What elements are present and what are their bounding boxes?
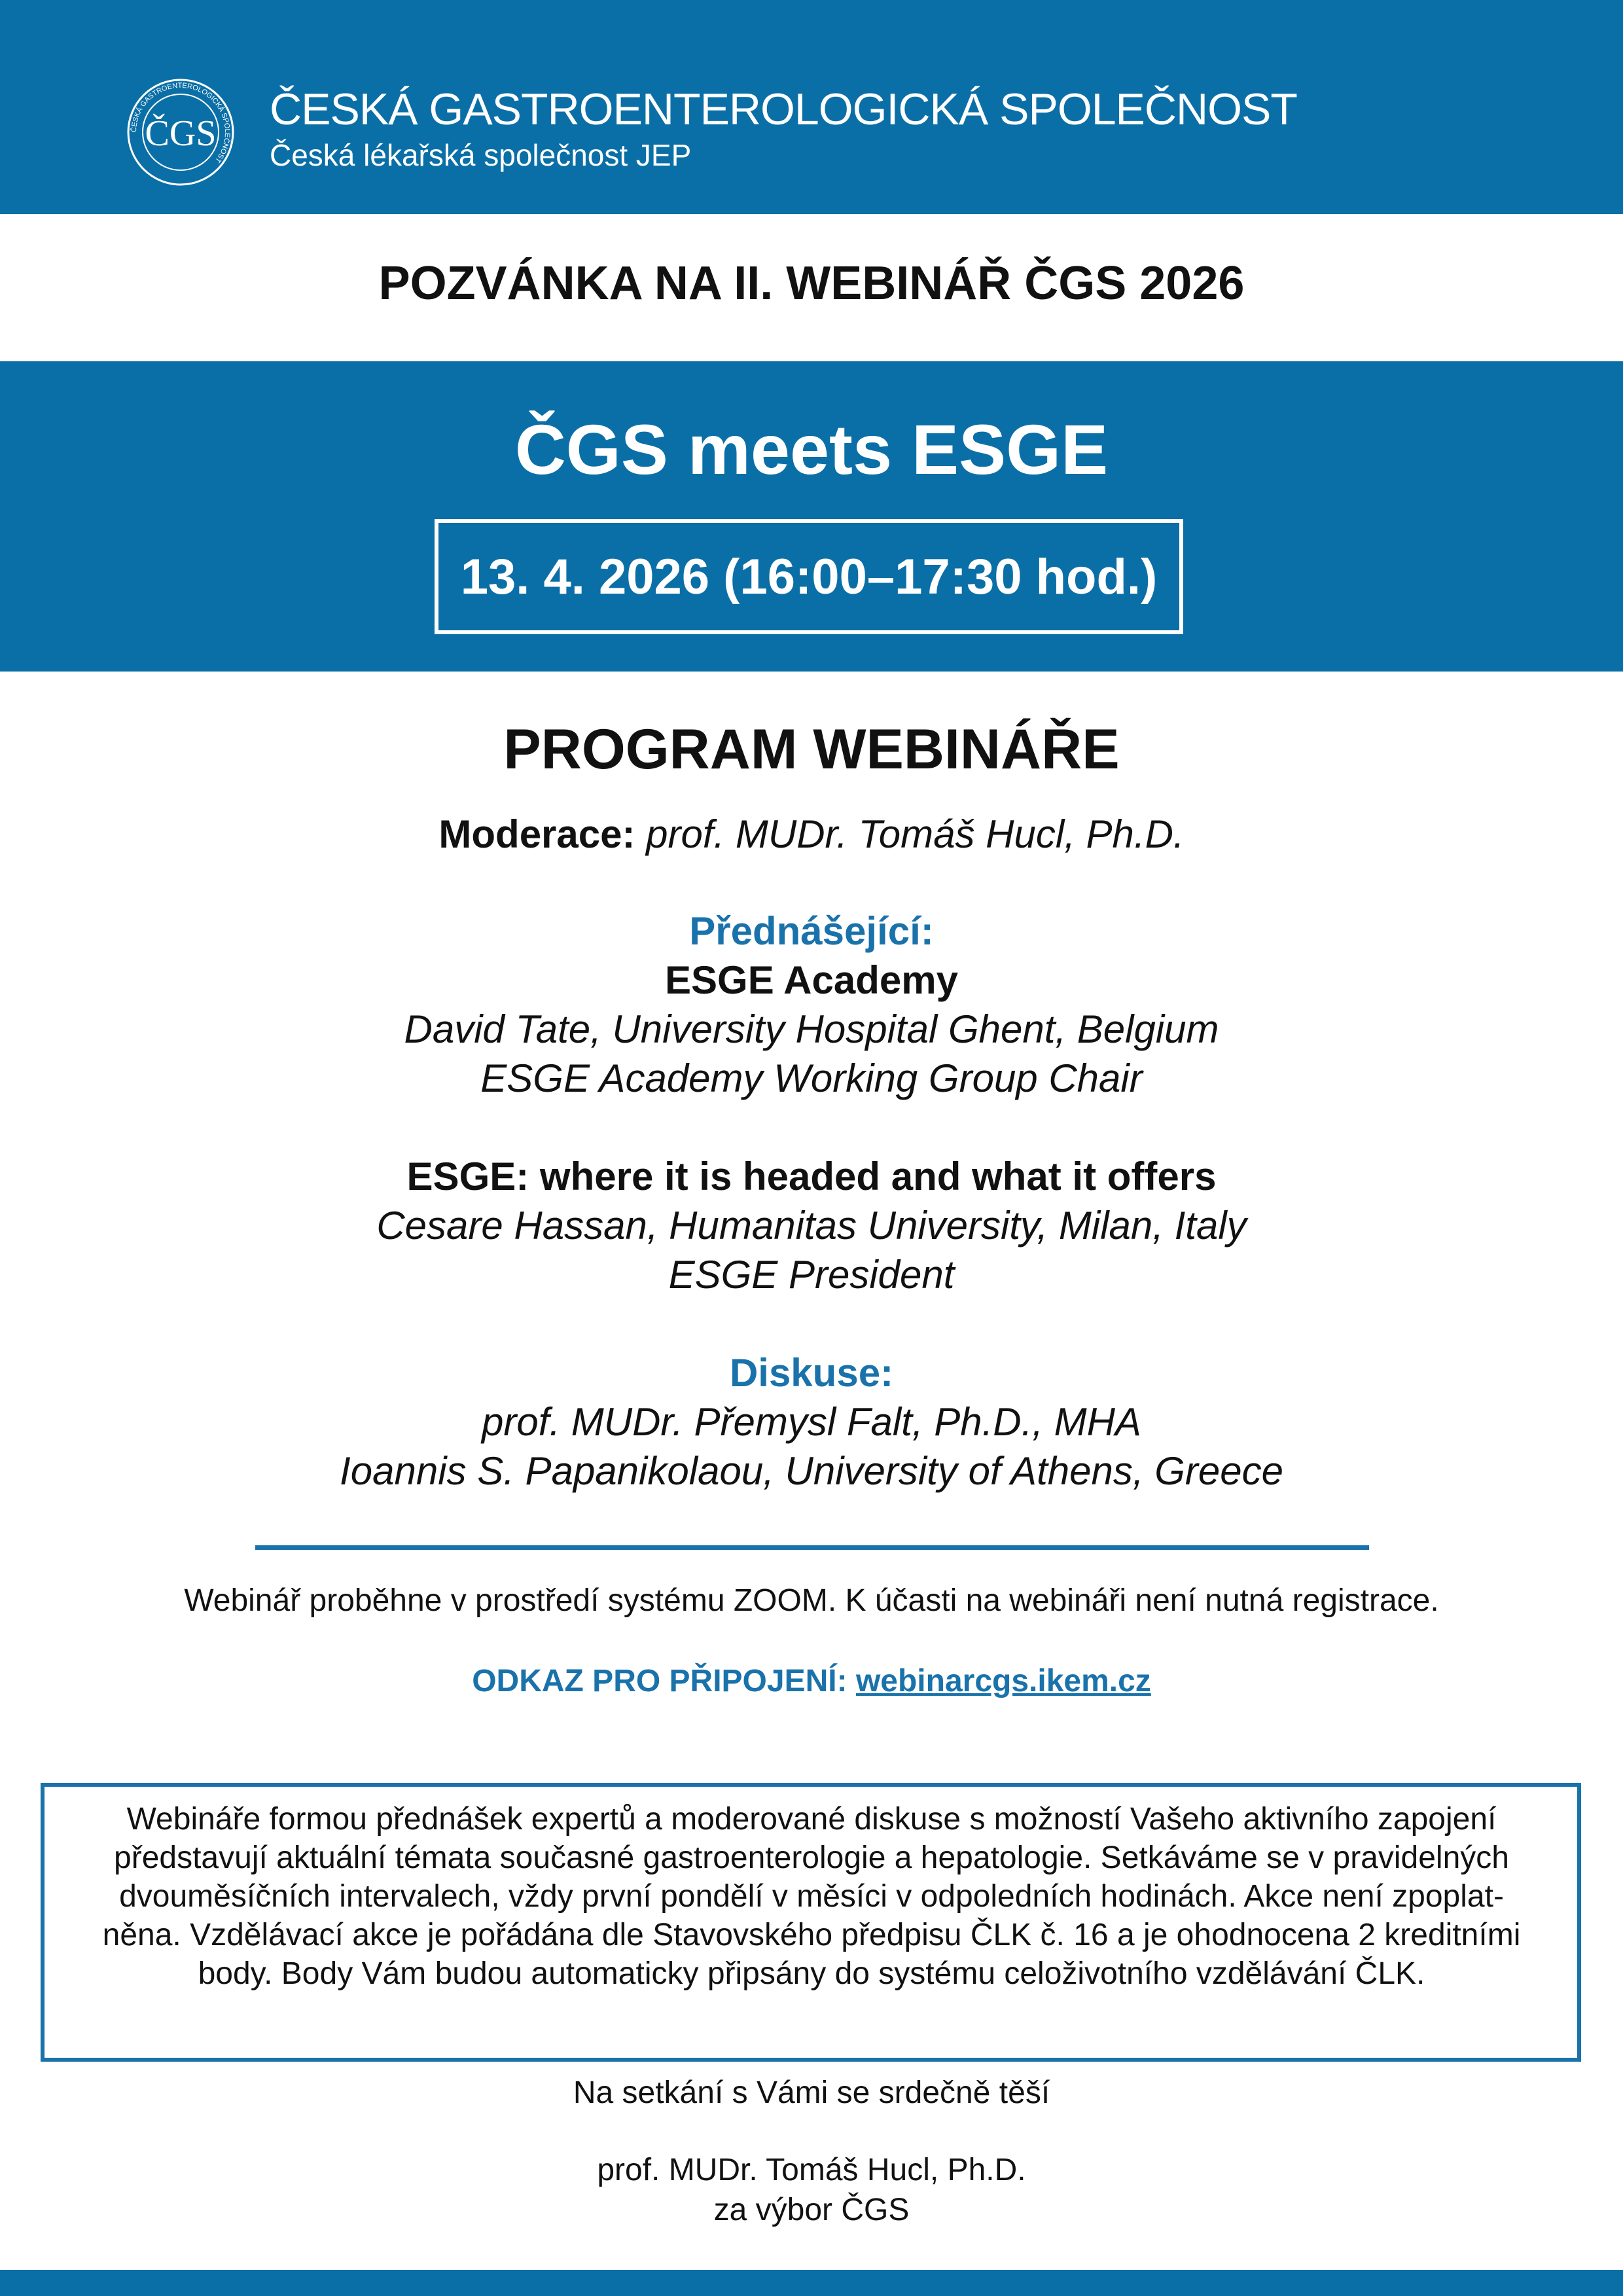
logo-ring-text: ČESKÁ GASTROENTEROLOGICKÁ SPOLEČNOST: [130, 81, 232, 164]
event-title: ČGS meets ESGE: [514, 410, 1109, 489]
cgs-logo: [115, 76, 246, 188]
closing-greeting: Na setkání s Vámi se srdečně těší: [573, 2075, 1050, 2110]
talk-1-role: ESGE Academy Working Group Chair: [480, 1056, 1143, 1100]
discussion-label: Diskuse:: [729, 1351, 894, 1395]
zoom-note: Webinář proběhne v prostředí systému ZOOM. K účasti na webináři není nutná registrace.: [184, 1583, 1439, 1618]
talk-1-title: ESGE Academy: [665, 958, 958, 1002]
discussant-2: Ioannis S. Papanikolaou, University of Athens, Greece: [340, 1449, 1283, 1493]
info-line-2: představují aktuální témata současné gastroenterologie a hepatologie. Setkáváme se v pravidelných: [114, 1840, 1509, 1875]
footer-band: [0, 2270, 1623, 2296]
join-link-line: [0, 1663, 1623, 1699]
talk-2-role: ESGE President: [668, 1253, 955, 1297]
info-line-5: body. Body Vám budou automaticky připsány do systému celoživotního vzdělávání ČLK.: [198, 1956, 1425, 1991]
info-line-1: Webináře formou přednášek expertů a moderované diskuse s možností Vašeho aktivního zapojení: [126, 1802, 1497, 1837]
moderator-name: prof. MUDr. Tomáš Hucl, Ph.D.: [646, 812, 1185, 856]
closing-signer: prof. MUDr. Tomáš Hucl, Ph.D.: [597, 2153, 1026, 2187]
join-link-label: ODKAZ PRO PŘIPOJENÍ:: [472, 1664, 847, 1698]
logo-monogram: ČGS: [145, 113, 217, 154]
talk-2-speaker: Cesare Hassan, Humanitas University, Milan, Italy: [376, 1204, 1247, 1247]
moderation-label: Moderace:: [438, 812, 635, 856]
talk-2-title: ESGE: where it is headed and what it offers: [406, 1155, 1217, 1198]
info-line-3: dvouměsíčních intervalech, vždy první pondělí v měsíci v odpoledních hodinách. Akce není zpoplat-: [119, 1879, 1504, 1914]
event-date-box: [435, 519, 1183, 634]
invitation-heading: POZVÁNKA NA II. WEBINÁŘ ČGS 2026: [378, 257, 1245, 310]
info-line-4: něna. Vzdělávací akce je pořádána dle Stavovského předpisu ČLK č. 16 a je ohodnocena 2 kreditními: [102, 1918, 1521, 1952]
moderation-line: [0, 812, 1623, 857]
organization-name: ČESKÁ GASTROENTEROLOGICKÁ SPOLEČNOST: [270, 84, 1297, 134]
discussant-1: prof. MUDr. Přemysl Falt, Ph.D., MHA: [482, 1400, 1141, 1444]
closing-signer-role: za výbor ČGS: [713, 2193, 910, 2227]
speakers-label: Přednášející:: [689, 909, 934, 953]
program-heading: PROGRAM WEBINÁŘE: [503, 718, 1120, 781]
event-date-time: 13. 4. 2026 (16:00–17:30 hod.): [460, 548, 1158, 605]
organization-subtitle: Česká lékařská společnost JEP: [270, 138, 692, 172]
divider: [255, 1545, 1369, 1550]
talk-1-speaker: David Tate, University Hospital Ghent, Belgium: [404, 1007, 1219, 1051]
join-link[interactable]: webinarcgs.ikem.cz: [855, 1664, 1151, 1698]
